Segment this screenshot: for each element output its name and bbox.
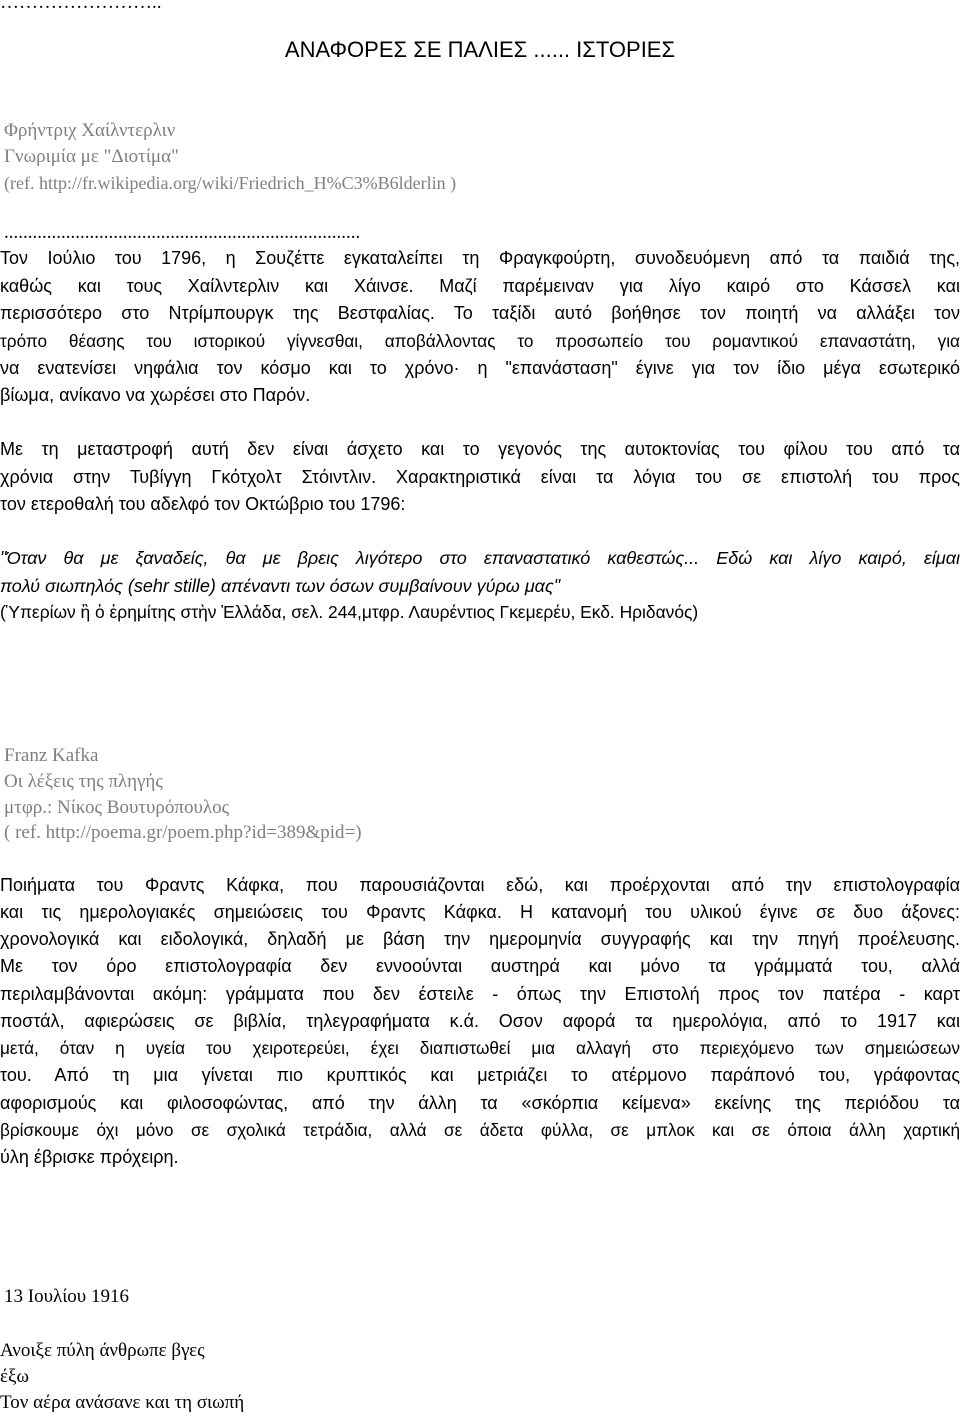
paragraph-line: περιλαμβάνονται ακόμη: γράμματα που δεν έστειλε - όπως την Επιστολή προς τον πατέρα - καρτ [0, 984, 960, 1004]
paragraph-line: Ποιήματα του Φραντς Κάφκα, που παρουσιάζονται εδώ, και προέρχονται από την επιστολογραφία [0, 875, 960, 895]
paragraph-line: τρόπο θέασης του ιστορικού γίγνεσθαι, αποβάλλοντας το προσωπείο του ρομαντικού επαναστάτη, για [0, 331, 960, 351]
paragraph-line: τον ετεροθαλή του αδελφό τον Οκτώβριο του 1796: [0, 494, 406, 514]
poem-date: 13 Ιουλίου 1916 [4, 1286, 129, 1307]
holderlin-ref: (ref. http://fr.wikipedia.org/wiki/Friedrich_H%C3%B6lderlin ) [4, 173, 457, 193]
paragraph-line: Με τον όρο επιστολογραφία δεν εννοούνται αυστηρά και μόνο τα γράμματά του, αλλά [0, 956, 960, 976]
paragraph-line: ποστάλ, αφιερώσεις σε βιβλία, τηλεγραφήματα κ.ά. Οσον αφορά τα ημερολόγια, από το 1917 και [0, 1011, 960, 1031]
paragraph-line: αφορισμούς και φιλοσοφώντας, από την άλλη τα «σκόρπια κείμενα» εκείνης της περιόδου τα [0, 1093, 960, 1113]
holderlin-source: (Ὑπερίων ἢ ὁ ἐρημίτης στὴν Ἑλλάδα, σελ. 244,μτφρ. Λαυρέντιος Γκεμερέυ, Εκδ. Ηριδανός) [0, 602, 699, 622]
holderlin-dots: ........................................................................... [4, 222, 361, 243]
paragraph-line: βρίσκουμε όχι μόνο σε σχολικά τετράδια, αλλά σε άδετα φύλλα, σε μπλοκ και σε όποια άλλη χαρτική [0, 1120, 960, 1140]
poem-line: Τον αέρα ανάσανε και τη σιωπή [0, 1392, 245, 1413]
page-title: ΑΝΑΦΟΡΕΣ ΣΕ ΠΑΛΙΕΣ ...... ΙΣΤΟΡΙΕΣ [284, 37, 676, 62]
quote-line: "Όταν θα με ξαναδείς, θα με βρεις λιγότερο στο επαναστατικό καθεστώς... Εδώ και λίγο καιρό, είμαι [0, 548, 960, 568]
poem-line: έξω [0, 1366, 29, 1387]
holderlin-name: Φρήντριχ Χαίλντερλιν [4, 120, 176, 141]
paragraph-line: και τις ημερολογιακές σημειώσεις του Φραντς Κάφκα. Η κατανομή του υλικού έγινε σε δυο άξονες: [0, 902, 960, 922]
kafka-translator: μτφρ.: Νίκος Βουτυρόπουλος [4, 797, 230, 818]
paragraph-line: του. Από τη μια γίνεται πιο κρυπτικός και μετριάζει το ατέρμονο παράπονό του, γράφοντας [0, 1065, 960, 1085]
paragraph-line: ύλη έβρισκε πρόχειρη. [0, 1147, 179, 1167]
paragraph-line: καθώς και τους Χαίλντερλιν και Χάινσε. Μαζί παρέμειναν για λίγο καιρό στο Κάσσελ και [0, 276, 960, 296]
paragraph-line: μετά, όταν η υγεία του χειροτερεύει, έχει διαπιστωθεί μια αλλαγή στο περιεχόμενο των σημειώσεων [0, 1038, 960, 1058]
paragraph-line: περισσότερο στο Ντρίμπουργκ της Βεστφαλίας. Το ταξίδι αυτό βοήθησε τον ποιητή να αλλάξει τον [0, 303, 960, 323]
top-dots: …………………….. [0, 0, 162, 13]
kafka-ref: ( ref. http://poema.gr/poem.php?id=389&pid=) [4, 822, 362, 843]
holderlin-work: Γνωριμία με "Διοτίμα" [4, 146, 179, 167]
paragraph-line: βίωμα, ανίκανο να χωρέσει στο Παρόν. [0, 385, 311, 405]
paragraph-line: χρόνια στην Τυβίγγη Γκότχολτ Στόιντλιν. Χαρακτηριστικά είναι τα λόγια του σε επιστολή του προς [0, 467, 960, 487]
paragraph-line: να ενατενίσει νηφάλια τον κόσμο και το χρόνο· η "επανάσταση" έγινε για τον ίδιο μέγα εσωτερικό [0, 358, 960, 378]
paragraph-line: χρονολογικά και ειδολογικά, δηλαδή με βάση την ημερομηνία συγγραφής και την πηγή προέλευσης. [0, 929, 960, 949]
quote-line: πολύ σιωπηλός (sehr stille) απέναντι των όσων συμβαίνουν γύρω μας" [0, 576, 561, 596]
poem-line: Ανοιξε πύλη άνθρωπε βγες [0, 1340, 205, 1361]
kafka-work: Οι λέξεις της πληγής [4, 771, 163, 792]
kafka-name: Franz Kafka [4, 745, 99, 766]
paragraph-line: Τον Ιούλιο του 1796, η Σουζέττε εγκαταλείπει τη Φραγκφούρτη, συνοδευόμενη από τα παιδιά της, [0, 248, 960, 268]
paragraph-line: Με τη μεταστροφή αυτή δεν είναι άσχετο και το γεγονός της αυτοκτονίας του φίλου του από τα [0, 439, 960, 459]
